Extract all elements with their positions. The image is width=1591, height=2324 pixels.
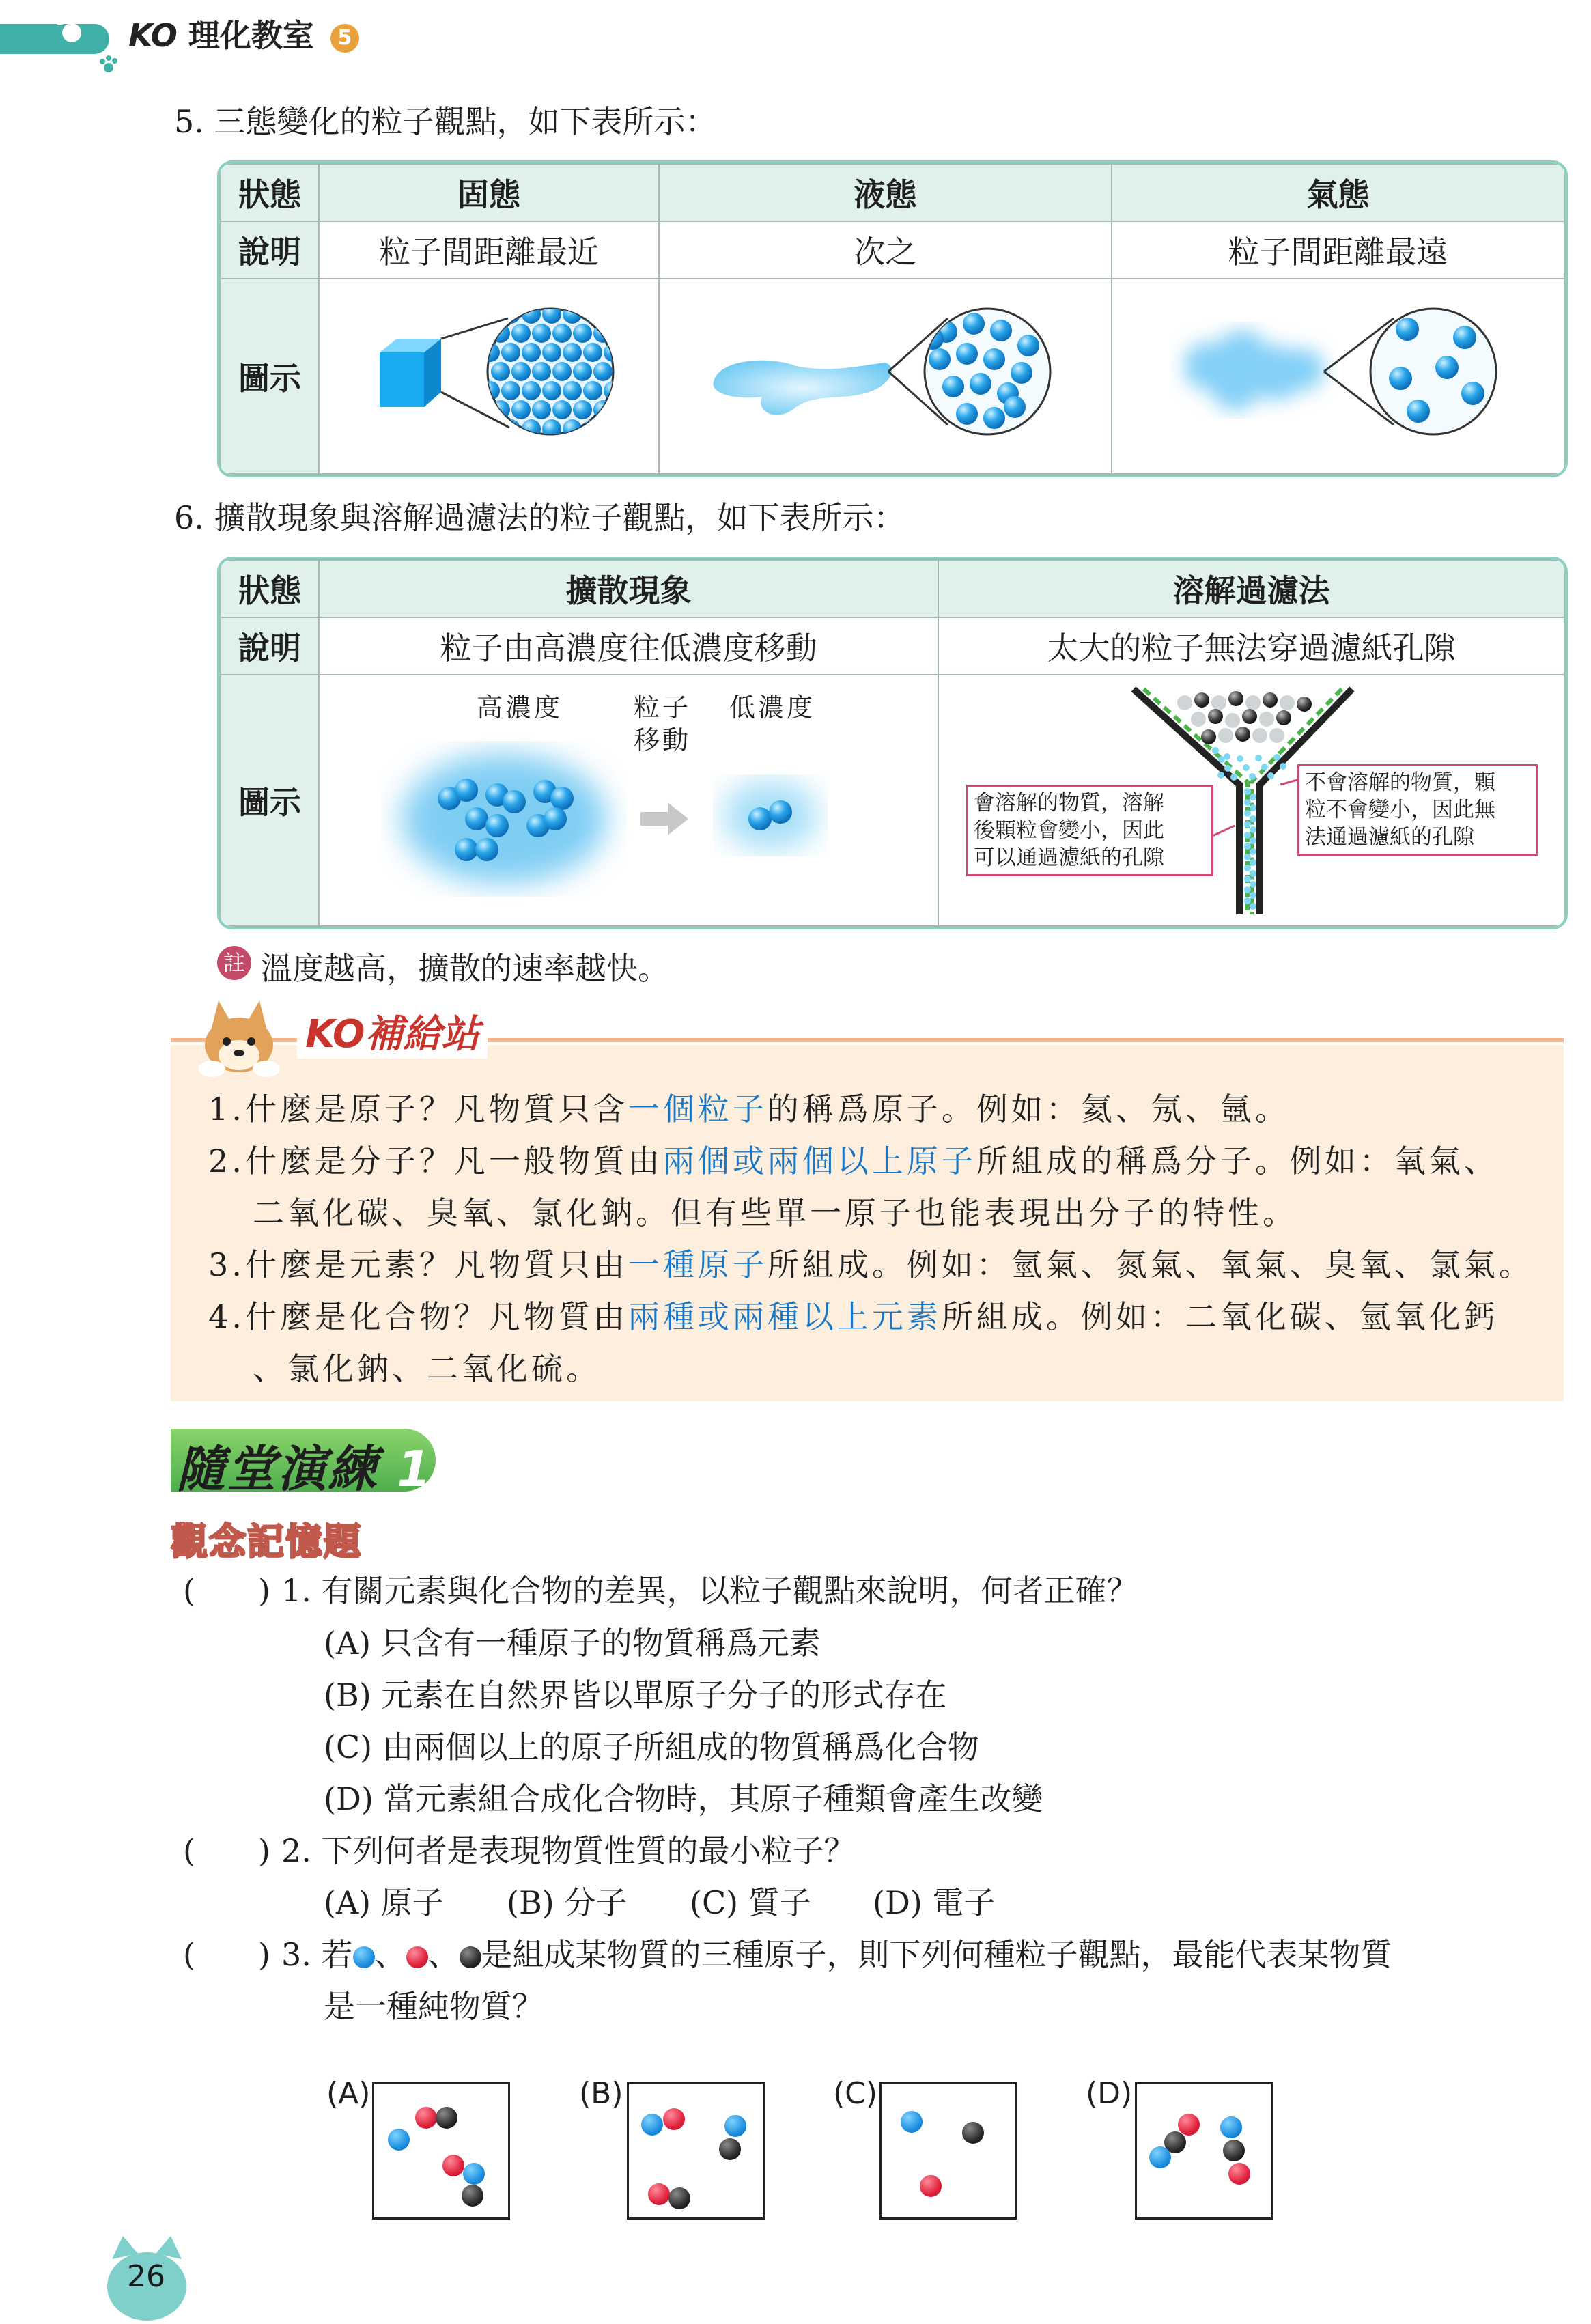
paw-small-icon [97, 53, 120, 76]
note-text: 溫度越高，擴散的速率越快。 [261, 950, 669, 987]
atom [415, 2107, 437, 2129]
q1-option-d[interactable] [324, 1774, 1043, 1819]
particle [1263, 692, 1278, 708]
particle [542, 419, 561, 438]
item-highlight: 一個粒子 [628, 1091, 768, 1128]
atom [436, 2107, 457, 2129]
section5-title: 5. 三態變化的粒子觀點，如下表所示： [174, 103, 717, 140]
particle [1201, 729, 1216, 744]
item-highlight: 一種原子 [628, 1246, 768, 1283]
particle [532, 324, 551, 343]
particle [1297, 697, 1312, 712]
particle [583, 419, 602, 438]
question-number: 2. [281, 1832, 311, 1869]
q2-option-a[interactable] [324, 1878, 444, 1923]
soluble-callout-line: 後顆粒會變小，因此 [974, 818, 1164, 843]
supplement-item-4 [208, 1292, 1499, 1337]
particle [1245, 695, 1261, 710]
particle [583, 343, 602, 362]
particle [1252, 728, 1267, 743]
atom [1228, 2163, 1250, 2185]
particle [550, 787, 574, 810]
insoluble-callout-line: 不會溶解的物質，顆 [1305, 770, 1495, 795]
question-text: 是組成某物質的三種原子，則下列何種粒子觀點，最能代表某物質 [481, 1936, 1392, 1973]
particle [475, 838, 498, 861]
particle [1261, 764, 1268, 770]
particle [970, 373, 991, 395]
col-solid: 固態 [319, 164, 659, 221]
particle [1250, 794, 1256, 800]
question-text: 、 [427, 1936, 460, 1973]
item-number: 1. [208, 1091, 245, 1128]
question-1 [281, 1566, 1138, 1611]
soluble-callout-line: 會溶解的物質，溶解 [974, 791, 1164, 815]
particle [1250, 870, 1256, 877]
q3-option-d-label[interactable]: (D) [1086, 2076, 1133, 2111]
particle [1280, 763, 1286, 770]
option-text: 由兩個以上的原子所組成的物質稱爲化合物 [382, 1728, 979, 1765]
red-atom-icon [406, 1946, 428, 1968]
atom [1223, 2140, 1245, 2161]
supplement-item-2-cont: 二氧化碳、臭氧、氯化鈉。但有些單一原子也能表現出分子的特性。 [253, 1194, 1297, 1231]
particle [563, 305, 582, 324]
col-gas: 氣態 [1112, 164, 1564, 221]
item-text: 所組成。例如：二氧化碳、氫氧化鈣 [941, 1298, 1499, 1335]
option-label: (A) [324, 1884, 371, 1921]
question-3-cont: 是一種純物質？ [324, 1988, 544, 2025]
header-title [128, 11, 359, 56]
atom [962, 2122, 984, 2144]
particle [1244, 854, 1251, 860]
particle [1250, 848, 1256, 855]
q3-option-a-label[interactable]: (A) [326, 2076, 371, 2111]
particle [604, 419, 623, 438]
particle [1267, 772, 1274, 779]
particle [1250, 826, 1256, 833]
option-text: 電子 [932, 1884, 996, 1921]
solid-desc: 粒子間距離最近 [319, 221, 659, 279]
dog-mascot-icon [191, 990, 287, 1079]
q3-option-b-box[interactable] [627, 2082, 765, 2220]
particle [604, 343, 623, 362]
q3-option-b-label[interactable]: (B) [579, 2076, 623, 2111]
soluble-callout [966, 785, 1213, 876]
arrow-right-icon [640, 802, 688, 835]
option-label: (C) [324, 1728, 373, 1765]
particle [455, 779, 478, 802]
atom [1178, 2114, 1200, 2136]
q1-option-c[interactable] [324, 1722, 979, 1767]
col-diffusion: 擴散現象 [319, 560, 938, 617]
particle [963, 313, 985, 335]
particle [1250, 892, 1256, 899]
low-concentration-label: 低濃度 [729, 692, 816, 723]
q3-option-d-box[interactable] [1135, 2082, 1273, 2220]
volume-badge: 5 [330, 24, 359, 53]
atom [648, 2183, 670, 2205]
particle [1228, 691, 1243, 706]
particle [1244, 821, 1251, 828]
particle [522, 343, 541, 362]
particle [583, 381, 602, 400]
item-text: 什麼是分子？凡一般物質由 [244, 1143, 663, 1179]
particle [532, 400, 551, 419]
particle [465, 807, 488, 830]
particle [929, 348, 951, 370]
row-label-state: 狀態 [221, 164, 319, 221]
particle [491, 362, 510, 381]
particle [544, 807, 567, 830]
particle [563, 419, 582, 438]
option-label: (D) [324, 1780, 374, 1817]
atom [388, 2129, 410, 2151]
filtration-desc: 太大的粒子無法穿過濾紙孔隙 [938, 617, 1564, 675]
atom [1220, 2116, 1242, 2138]
option-text: 原子 [380, 1884, 444, 1921]
section6-title: 6. 擴散現象與溶解過濾法的粒子觀點，如下表所示： [174, 499, 905, 536]
particle [573, 362, 592, 381]
particle [1250, 903, 1256, 910]
particle [614, 400, 632, 419]
paw-icon [48, 3, 96, 51]
particle [604, 381, 623, 400]
particle [501, 419, 520, 438]
item-text: 什麼是原子？凡物質只含 [244, 1091, 628, 1128]
atom [641, 2114, 663, 2136]
particle [1177, 695, 1192, 710]
particle [1212, 747, 1219, 754]
particle [511, 324, 531, 343]
soluble-callout-line: 可以通過濾紙的孔隙 [974, 845, 1164, 870]
item-number: 4. [208, 1298, 245, 1335]
question-number: 1. [281, 1572, 311, 1609]
particle [1218, 728, 1233, 743]
particle [501, 381, 520, 400]
q3-option-c-label[interactable]: (C) [833, 2076, 878, 2111]
particle [1225, 713, 1240, 728]
row-label-figure: 圖示 [221, 675, 319, 926]
atom [1149, 2146, 1171, 2168]
diffusion-desc: 粒子由高濃度往低濃度移動 [319, 617, 938, 675]
particle [1191, 712, 1206, 727]
diffusion-figure-cell [319, 675, 938, 926]
particle [990, 320, 1012, 341]
particle [983, 407, 1005, 429]
option-text: 當元素組合成化合物時，其原子種類會產生改變 [383, 1780, 1043, 1817]
particle [1276, 710, 1291, 725]
atom [442, 2155, 464, 2176]
particle-move-label-1: 粒子 [634, 692, 692, 723]
q1-option-b[interactable] [324, 1670, 946, 1716]
particle [501, 305, 520, 324]
particle [1259, 712, 1274, 727]
supplement-item-3 [208, 1240, 1534, 1285]
particle [1249, 773, 1256, 780]
filtration-figure-cell [938, 675, 1564, 926]
particle [511, 362, 531, 381]
supplement-title: KO補給站 [297, 1004, 488, 1059]
header-book-title: 理化教室 [188, 17, 314, 54]
particle [542, 343, 561, 362]
gas-desc: 粒子間距離最遠 [1112, 221, 1564, 279]
particle [1273, 754, 1280, 761]
answer-blank-2[interactable]: ( ) [183, 1832, 270, 1869]
particle [1194, 692, 1209, 708]
particle [1250, 815, 1256, 822]
row-label-desc: 說明 [221, 617, 319, 675]
question-text: 有關元素與化合物的差異，以粒子觀點來說明，何者正確？ [321, 1572, 1138, 1609]
particle [593, 362, 613, 381]
particle [1244, 810, 1251, 817]
particle [1243, 764, 1250, 771]
option-label: (D) [873, 1884, 923, 1921]
particle [542, 381, 561, 400]
page-number: 26 [127, 2259, 165, 2294]
item-text: 的稱爲原子。例如：氦、氖、氬。 [767, 1091, 1290, 1128]
question-text: 若 [321, 1936, 353, 1973]
liquid-desc: 次之 [659, 221, 1112, 279]
particle [1235, 727, 1250, 742]
particle [573, 324, 592, 343]
particle [1004, 396, 1026, 418]
atom [901, 2111, 923, 2133]
insoluble-callout-line: 法通過濾紙的孔隙 [1305, 825, 1474, 850]
particle [1244, 832, 1251, 839]
diffusion-table [217, 557, 1568, 929]
particle [1244, 788, 1251, 795]
col-filtration: 溶解過濾法 [938, 560, 1564, 617]
question-text: 下列何者是表現物質性質的最小粒子？ [321, 1832, 856, 1869]
particle [1250, 804, 1256, 811]
particle [455, 838, 478, 861]
particle [942, 376, 964, 397]
item-number: 2. [208, 1143, 245, 1179]
insoluble-callout [1297, 764, 1538, 856]
solid-figure-cell [319, 279, 659, 474]
particle [552, 362, 572, 381]
particle [1244, 897, 1251, 904]
row-label-desc: 說明 [221, 221, 319, 279]
particle [1017, 335, 1039, 356]
question-number: 3. [281, 1936, 311, 1973]
particle [1208, 709, 1223, 724]
particle [1224, 753, 1230, 760]
particle [1211, 695, 1226, 710]
particle [604, 305, 623, 324]
particle [542, 305, 561, 324]
particle [614, 324, 632, 343]
option-label: (C) [690, 1884, 739, 1921]
practice-title [176, 1429, 432, 1500]
blue-atom-icon [353, 1946, 375, 1968]
diffusion-drawing [320, 730, 938, 921]
particle [593, 324, 613, 343]
supplement-item-1 [208, 1084, 1290, 1130]
atom [719, 2138, 741, 2160]
states-table [217, 160, 1568, 477]
particle [1237, 755, 1243, 762]
q3-option-c-box[interactable] [879, 2082, 1017, 2220]
particle [1280, 695, 1295, 710]
particle [522, 381, 541, 400]
q1-option-a[interactable] [324, 1619, 821, 1664]
row-label-figure: 圖示 [221, 279, 319, 474]
particle [1244, 876, 1251, 882]
particle [983, 348, 1005, 370]
answer-blank-1[interactable]: ( ) [183, 1572, 270, 1609]
particle [1217, 772, 1224, 779]
particle [511, 400, 531, 419]
particle [1244, 865, 1251, 871]
solid-figure [346, 291, 632, 455]
particle [485, 814, 509, 837]
gas-figure [1146, 291, 1529, 455]
particle [1244, 799, 1251, 806]
insoluble-callout-line: 粒不會變小，因此無 [1305, 798, 1495, 822]
atom [463, 2163, 485, 2185]
particle [956, 343, 978, 365]
particle [1011, 362, 1032, 384]
row-label-state: 狀態 [221, 560, 319, 617]
gas-figure-cell [1112, 279, 1564, 474]
particle [573, 400, 592, 419]
particle [1250, 859, 1256, 866]
particle [563, 381, 582, 400]
atom [920, 2175, 942, 2197]
answer-blank-3[interactable]: ( ) [183, 1936, 270, 1973]
option-text: 只含有一種原子的物質稱爲元素 [380, 1625, 821, 1662]
q2-option-d[interactable] [873, 1878, 995, 1923]
particle [1224, 765, 1231, 772]
item-text: 所組成。例如：氫氣、氮氣、氧氣、臭氧、氯氣。 [767, 1246, 1534, 1283]
liquid-figure [694, 291, 1076, 455]
particle [1230, 774, 1237, 781]
particle [552, 324, 572, 343]
option-text: 分子 [564, 1884, 628, 1921]
diffusion-figure [320, 675, 938, 923]
option-label: (B) [507, 1884, 554, 1921]
particle [552, 400, 572, 419]
atom [724, 2115, 746, 2137]
high-concentration-label: 高濃度 [477, 692, 563, 723]
item-text: 所組成的稱爲分子。例如：氧氣、 [976, 1143, 1499, 1179]
option-label: (A) [324, 1625, 371, 1662]
atom [462, 2185, 483, 2207]
question-3 [281, 1930, 1392, 1975]
question-text: 、 [374, 1936, 406, 1973]
option-text: 元素在自然界皆以單原子分子的形式存在 [381, 1677, 947, 1713]
q3-option-a-box[interactable] [372, 2082, 510, 2220]
col-liquid: 液態 [659, 164, 1112, 221]
option-label: (B) [324, 1677, 371, 1713]
practice-title-text: 隨堂演練 [176, 1440, 379, 1498]
item-text: 什麼是化合物？凡物質由 [244, 1298, 628, 1335]
particle [1269, 728, 1284, 743]
header-brand: KO [128, 17, 178, 54]
particle [563, 343, 582, 362]
particle [1244, 886, 1251, 893]
particle [593, 400, 613, 419]
particle [503, 790, 526, 813]
item-highlight: 兩個或兩個以上原子 [662, 1143, 976, 1179]
particle [501, 343, 520, 362]
supplement-item-2 [208, 1136, 1499, 1181]
option-text: 質子 [748, 1884, 811, 1921]
atom [668, 2187, 690, 2209]
q2-option-b[interactable] [507, 1878, 627, 1923]
particle [532, 362, 551, 381]
black-atom-icon [460, 1946, 481, 1968]
item-highlight: 兩種或兩種以上元素 [628, 1298, 942, 1335]
note-badge: 註 [217, 946, 251, 980]
particle [1250, 837, 1256, 844]
liquid-figure-cell [659, 279, 1112, 474]
concept-subtitle: 觀念記憶題 [171, 1520, 362, 1563]
particle [1244, 843, 1251, 850]
filtration-figure [939, 675, 1553, 923]
particle-move-label-2: 移動 [634, 725, 692, 755]
particle [583, 305, 602, 324]
supplement-item-4-cont: 、氯化鈉、二氧化硫。 [253, 1350, 601, 1387]
particle [1250, 881, 1256, 888]
particle [614, 362, 632, 381]
particle [1242, 709, 1257, 724]
item-number: 3. [208, 1246, 245, 1283]
question-2 [281, 1826, 856, 1871]
item-text: 什麼是元素？凡物質只由 [244, 1246, 628, 1283]
particle [956, 403, 978, 425]
particle [1255, 755, 1262, 761]
q2-option-c[interactable] [690, 1878, 811, 1923]
practice-number: 1 [397, 1440, 433, 1498]
atom [663, 2108, 685, 2130]
